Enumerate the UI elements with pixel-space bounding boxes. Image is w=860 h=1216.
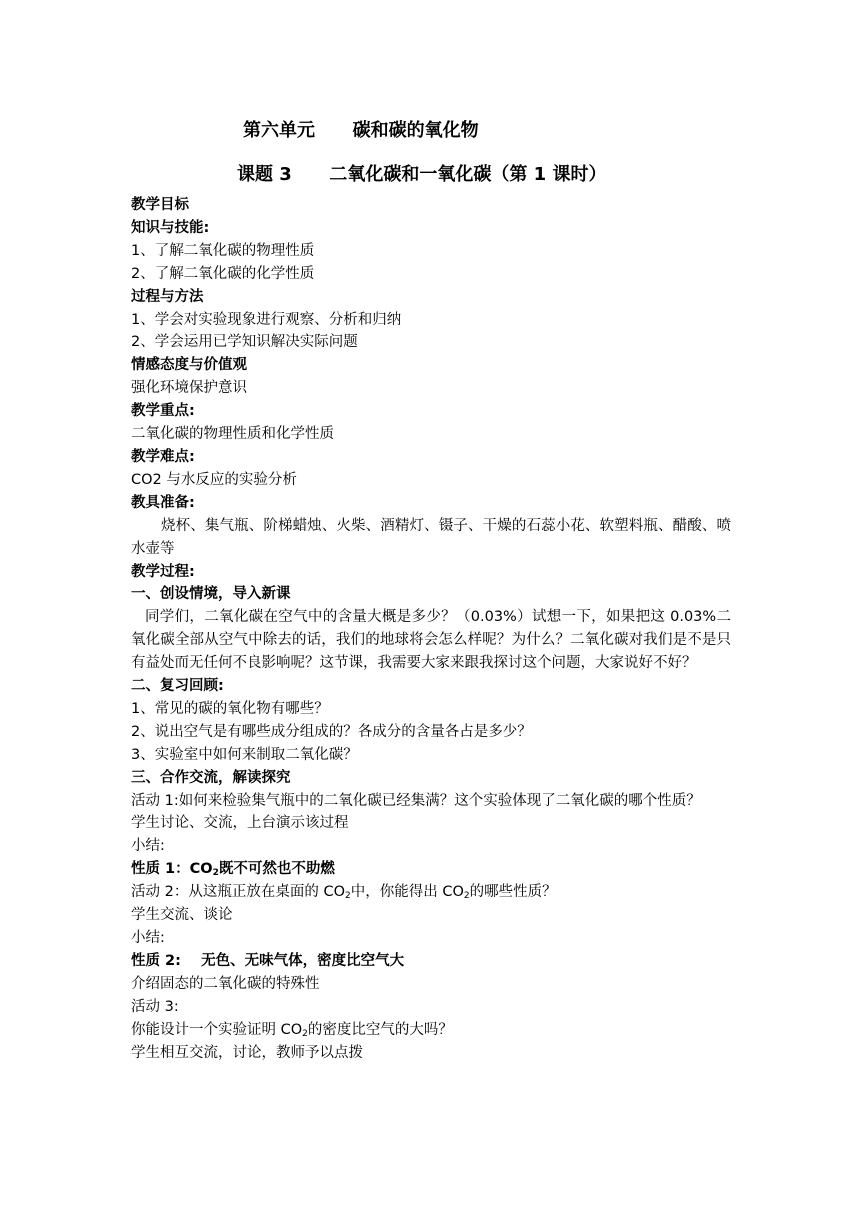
subscript: 2 — [344, 891, 351, 902]
subscript: 2 — [302, 1028, 308, 1039]
paragraph: 烧杯、集气瓶、阶梯蜡烛、火柴、酒精灯、镊子、干燥的石蕊小花、软塑料瓶、醋酸、喷水壶等 — [131, 517, 731, 557]
text-line: 二氧化碳的物理性质和化学性质 — [131, 426, 334, 443]
text-line: 1、学会对实验现象进行观察、分析和归纳 — [131, 311, 402, 328]
property-line: 性质 2: 无色、无味气体，密度比空气大 — [131, 952, 405, 969]
sub-heading: 情感态度与价值观 — [131, 357, 247, 374]
text-line: 2、学会运用已学知识解决实际问题 — [131, 334, 358, 351]
document-body — [131, 194, 731, 1064]
paragraph: 活动 1:如何来检验集气瓶中的二氧化碳已经集满？这个实验体现了二氧化碳的哪个性质？ — [131, 792, 701, 809]
section-heading: 教学目标 — [131, 197, 189, 213]
text-line: 3、实验室中如何来制取二氧化碳？ — [131, 746, 358, 763]
text-line: 小结: — [131, 930, 165, 946]
text-line: 1、了解二氧化碳的物理性质 — [131, 242, 315, 259]
activity-line — [131, 881, 731, 904]
subscript: 2 — [212, 868, 219, 879]
sub-heading: 一、创设情境，导入新课 — [131, 586, 291, 603]
text-segment: 活动 2：从这瓶正放在桌面的 CO — [131, 884, 345, 901]
sub-heading: 教具准备: — [131, 494, 195, 511]
text-segment: 的密度比空气的大吗？ — [307, 1021, 453, 1038]
text-line: 1、常见的碳的氧化物有哪些？ — [131, 700, 329, 717]
text-segment: 性质 1：CO — [131, 861, 213, 878]
text-line: 小结: — [131, 838, 165, 855]
sub-heading: 知识与技能: — [131, 219, 210, 236]
paragraph: 同学们，二氧化碳在空气中的含量大概是多少？（0.03%）试想一下，如果把这 0.03%二氧化碳全部从空气中除去的话，我们的地球将会怎么样呢？为什么？二氧化碳对我们是不是只有益处而无任何不良影响呢？这节课，我需要大家来跟我探讨这个问题，大家说好不好？ — [131, 609, 731, 672]
text-line: 活动 3: — [131, 998, 179, 1015]
text-segment: 既不可然也不助燃 — [218, 861, 335, 878]
text-line: 学生相互交流，讨论，教师予以点拨 — [131, 1044, 363, 1061]
text-segment: 你能设计一个实验证明 CO — [131, 1021, 303, 1038]
section-heading: 教学过程: — [131, 563, 195, 580]
property-line — [131, 858, 731, 881]
question-line — [131, 1019, 731, 1042]
lesson-title: 课题 3 二氧化碳和一氧化碳（第 1 课时） — [237, 164, 607, 185]
sub-heading: 过程与方法 — [131, 288, 204, 305]
sub-heading: 教学重点: — [131, 403, 195, 420]
text-line: 学生交流、谈论 — [131, 907, 233, 924]
sub-heading: 教学难点: — [131, 448, 195, 465]
text-line: 强化环境保护意识 — [131, 380, 247, 397]
text-line: 介绍固态的二氧化碳的特殊性 — [131, 975, 320, 992]
subscript: 2 — [463, 891, 470, 902]
text-line: CO2 与水反应的实验分析 — [131, 471, 297, 488]
text-line: 2、了解二氧化碳的化学性质 — [131, 265, 315, 282]
unit-title: 第六单元 碳和碳的氧化物 — [243, 120, 479, 141]
text-line: 学生讨论、交流，上台演示该过程 — [131, 815, 349, 832]
text-line: 2、说出空气是有哪些成分组成的？各成分的含量各占是多少？ — [131, 723, 532, 740]
sub-heading: 二、复习回顾: — [131, 678, 224, 695]
sub-heading: 三、合作交流，解读探究 — [131, 769, 291, 786]
text-segment: 的哪些性质？ — [469, 884, 557, 901]
text-segment: 中，你能得出 CO — [350, 884, 464, 901]
